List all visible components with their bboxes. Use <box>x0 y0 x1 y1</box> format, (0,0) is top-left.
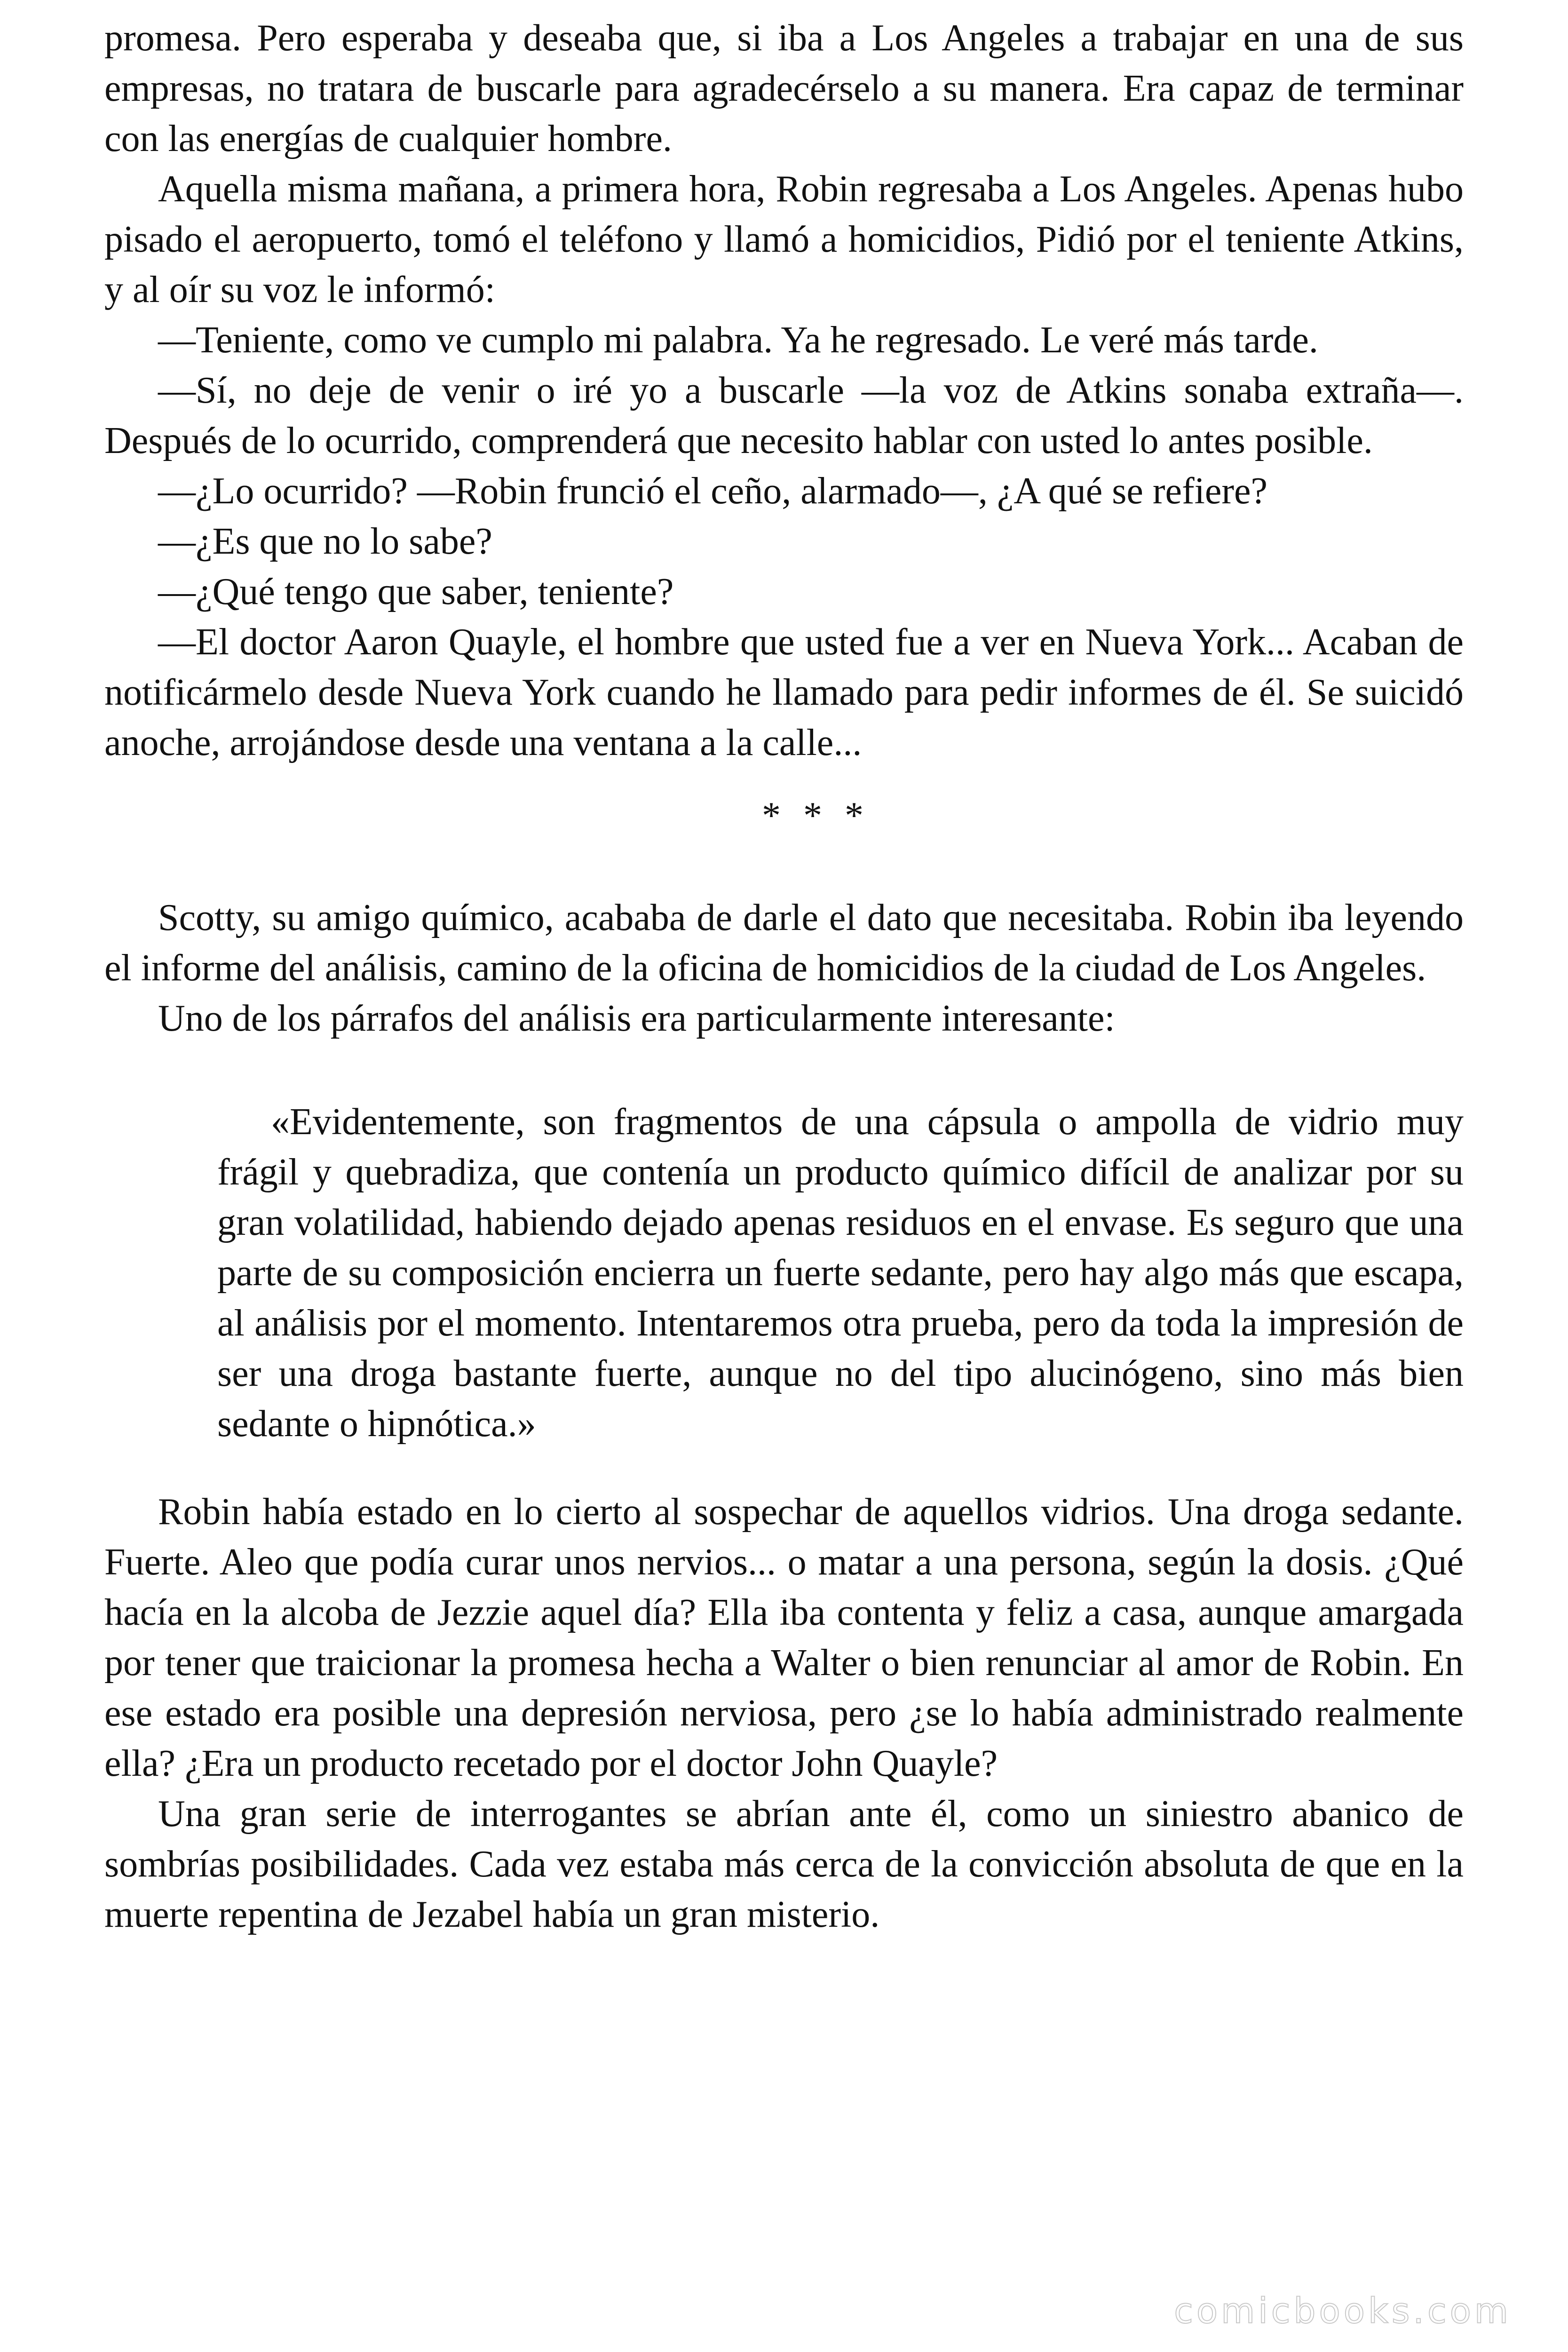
paragraph: —¿Lo ocurrido? —Robin frunció el ceño, alarmado—, ¿A qué se refiere? <box>158 470 1268 512</box>
paragraph: —Sí, no deje de venir o iré yo a buscarle —la voz de Atkins sonaba extraña—. Después de lo ocurrido, comprenderá que necesito hablar con usted lo antes posible. <box>104 370 1464 461</box>
paragraph: Aquella misma mañana, a primera hora, Robin regresaba a Los Angeles. Apenas hubo pisado el aeropuerto, tomó el teléfono y llamó a homicidios, Pidió por el teniente Atkins, y al oír su voz le informó: <box>104 168 1464 310</box>
paragraph: promesa. Pero esperaba y deseaba que, si iba a Los Angeles a trabajar en una de sus empresas, no tratara de buscarle para agradecérselo a su manera. Era capaz de terminar con las energías de cualquier hombre. <box>104 17 1464 159</box>
page-body <box>104 13 1464 1940</box>
block-quote <box>104 1097 1464 1449</box>
section-separator: * * * <box>762 795 870 836</box>
quote-text: «Evidentemente, son fragmentos de una cápsula o ampolla de vidrio muy frágil y quebradiza, que contenía un producto químico difícil de analizar por su gran volatilidad, habiendo dejado apenas residuos en el envase. Es seguro que una parte de su composición encierra un fuerte sedante, pero hay algo más que escapa, al análisis por el momento. Intentaremos otra prueba, pero da toda la impresión de ser una droga bastante fuerte, aunque no del tipo alucinógeno, sino más bien sedante o hipnótica.» <box>217 1101 1464 1445</box>
watermark: comicbooks.com <box>1174 2291 1512 2331</box>
paragraph: —El doctor Aaron Quayle, el hombre que usted fue a ver en Nueva York... Acaban de notificármelo desde Nueva York cuando he llamado para pedir informes de él. Se suicidó anoche, arrojándose desde una ventana a la calle... <box>104 621 1464 763</box>
paragraph: Robin había estado en lo cierto al sospechar de aquellos vidrios. Una droga sedante. Fuerte. Aleo que podía curar unos nervios... o matar a una persona, según la dosis. ¿Qué hacía en la alcoba de Jezzie aquel día? Ella iba contenta y feliz a casa, aunque amargada por tener que traicionar la promesa hecha a Walter o bien renunciar al amor de Robin. En ese estado era posible una depresión nerviosa, pero ¿se lo había administrado realmente ella? ¿Era un producto recetado por el doctor John Quayle? <box>104 1491 1464 1784</box>
paragraph: Scotty, su amigo químico, acababa de darle el dato que necesitaba. Robin iba leyendo el informe del análisis, camino de la oficina de homicidios de la ciudad de Los Angeles. <box>104 897 1464 989</box>
paragraph: Una gran serie de interrogantes se abrían ante él, como un siniestro abanico de sombrías posibilidades. Cada vez estaba más cerca de la convicción absoluta de que en la muerte repentina de Jezabel había un gran misterio. <box>104 1793 1464 1935</box>
paragraph: —Teniente, como ve cumplo mi palabra. Ya he regresado. Le veré más tarde. <box>158 319 1318 361</box>
paragraph: Uno de los párrafos del análisis era particularmente interesante: <box>158 998 1115 1039</box>
paragraph: —¿Qué tengo que saber, teniente? <box>158 571 674 612</box>
paragraph: —¿Es que no lo sabe? <box>158 521 492 562</box>
